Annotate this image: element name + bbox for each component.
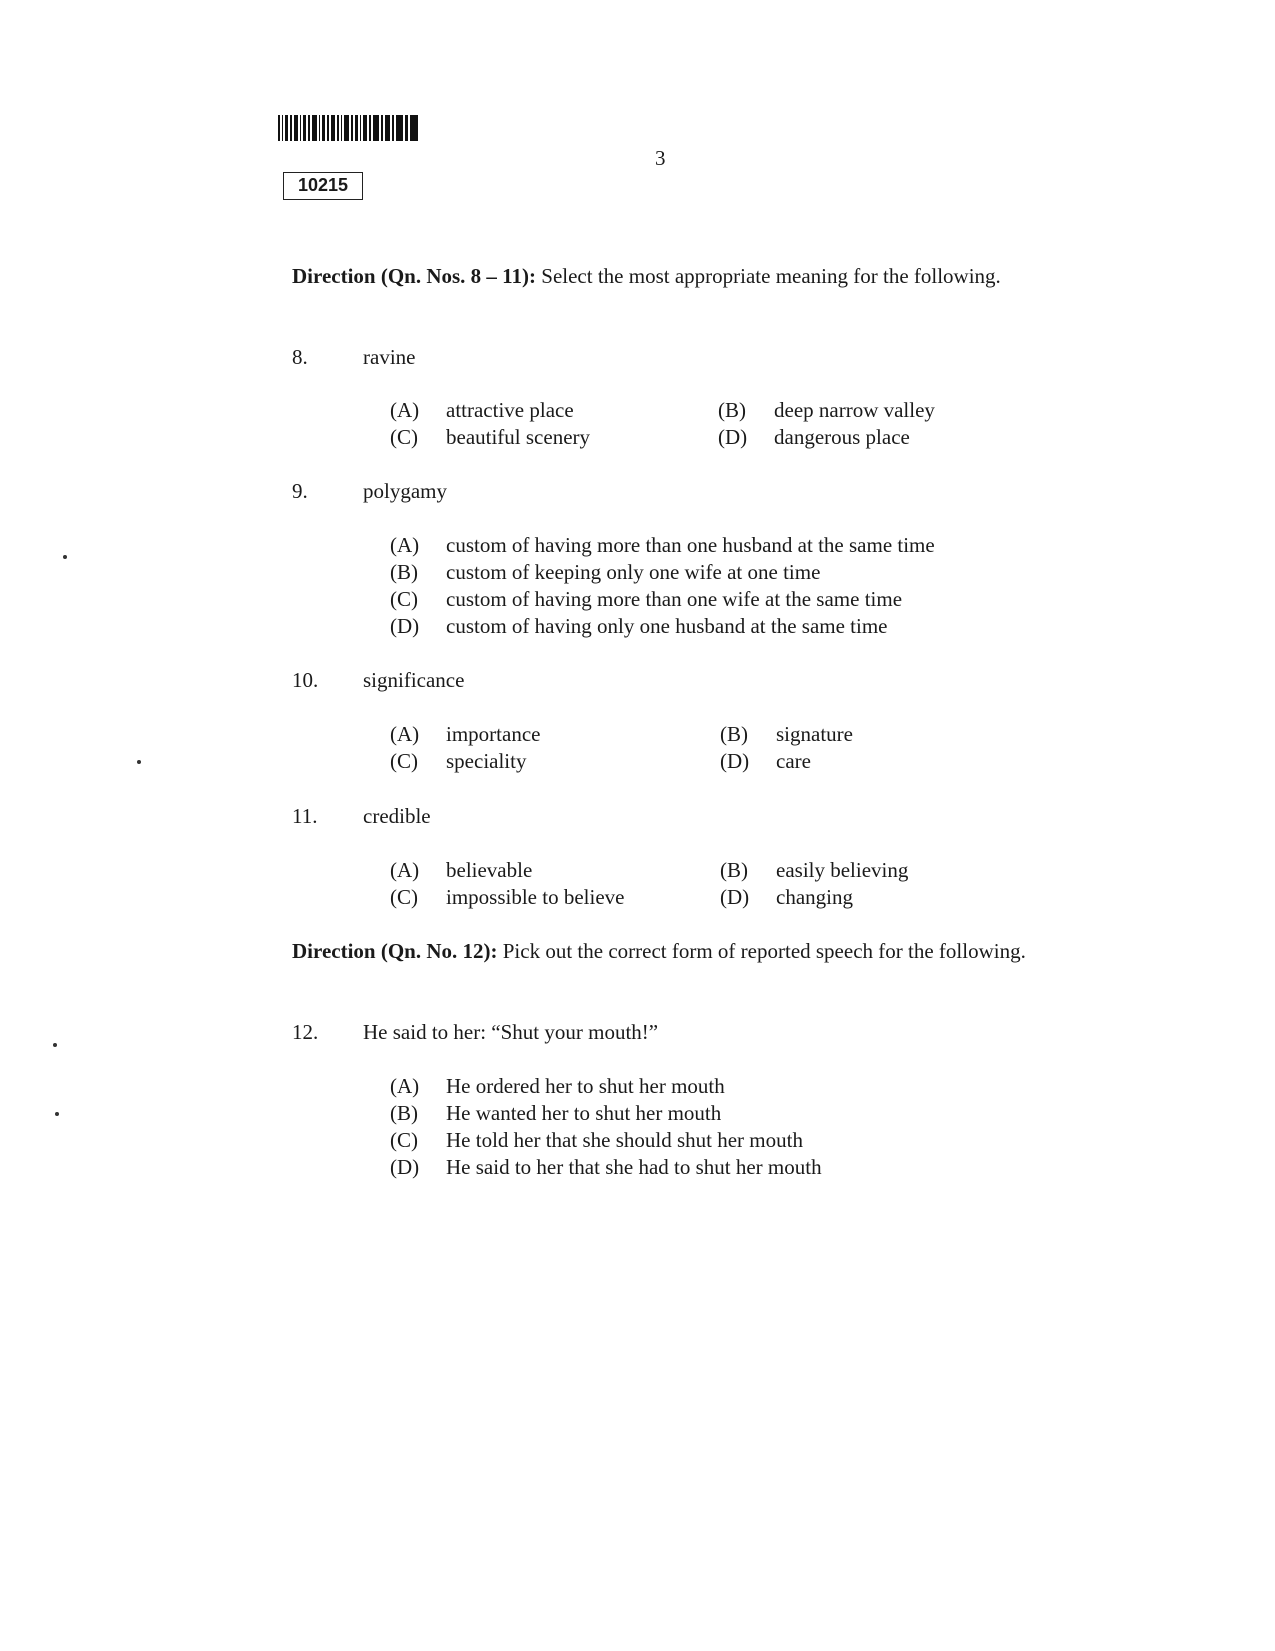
scan-speck	[63, 555, 67, 559]
option-c: (C) custom of having more than one wife at the same time	[390, 587, 903, 611]
paper-code-box: 10215	[283, 172, 363, 200]
option-c: (C) impossible to believe	[390, 885, 625, 909]
option-a: (A) importance	[390, 722, 541, 746]
question-number: 9.	[292, 479, 308, 503]
direction-12	[292, 938, 1042, 965]
barcode-image	[278, 115, 418, 141]
question-number: 8.	[292, 345, 308, 369]
option-d: (D) He said to her that she had to shut her mouth	[390, 1155, 822, 1179]
option-b: (B) custom of keeping only one wife at one time	[390, 560, 821, 584]
option-a: (A) He ordered her to shut her mouth	[390, 1074, 725, 1098]
question-word: credible	[363, 804, 431, 828]
option-b: (B) easily believing	[720, 858, 909, 882]
direction-heading: Direction (Qn. No. 12):	[292, 939, 498, 963]
scan-speck	[55, 1112, 59, 1116]
question-number: 11.	[292, 804, 318, 828]
option-d: (D) care	[720, 749, 811, 773]
option-d: (D) changing	[720, 885, 853, 909]
option-d: (D) dangerous place	[718, 425, 910, 449]
option-b: (B) deep narrow valley	[718, 398, 935, 422]
option-b: (B) signature	[720, 722, 853, 746]
scan-speck	[137, 760, 141, 764]
question-number: 10.	[292, 668, 319, 692]
direction-text: Pick out the correct form of reported speech for the following.	[497, 939, 1026, 963]
option-a: (A) custom of having more than one husband at the same time	[390, 533, 935, 557]
direction-heading: Direction (Qn. Nos. 8 – 11):	[292, 264, 537, 288]
question-word: He said to her: “Shut your mouth!”	[363, 1020, 659, 1044]
direction-8-11	[292, 263, 1042, 290]
scan-speck	[53, 1043, 57, 1047]
option-c: (C) He told her that she should shut her mouth	[390, 1128, 803, 1152]
page-number: 3	[655, 146, 666, 170]
option-a: (A) believable	[390, 858, 533, 882]
question-word: significance	[363, 668, 465, 692]
option-c: (C) speciality	[390, 749, 527, 773]
direction-text: Select the most appropriate meaning for the following.	[536, 264, 1001, 288]
option-c: (C) beautiful scenery	[390, 425, 591, 449]
question-word: ravine	[363, 345, 416, 369]
option-d: (D) custom of having only one husband at the same time	[390, 614, 888, 638]
question-number: 12.	[292, 1020, 319, 1044]
option-b: (B) He wanted her to shut her mouth	[390, 1101, 722, 1125]
question-word: polygamy	[363, 479, 447, 503]
option-a: (A) attractive place	[390, 398, 574, 422]
